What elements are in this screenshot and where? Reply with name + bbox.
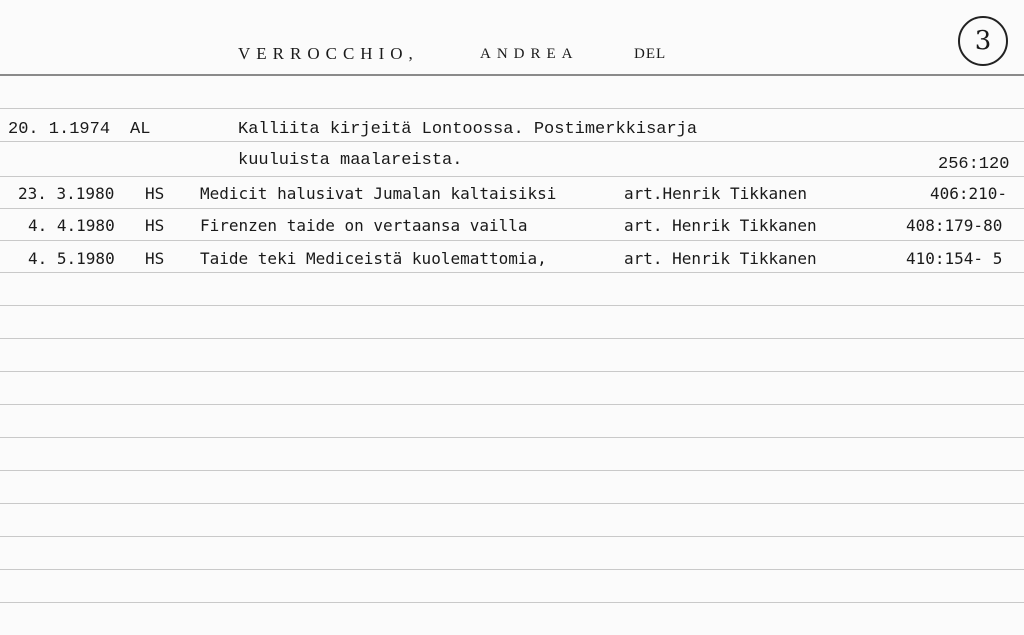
entry-source: AL	[130, 120, 151, 139]
rule-line	[0, 338, 1024, 339]
rule-line	[0, 404, 1024, 405]
rule-line	[0, 536, 1024, 537]
rule-line	[0, 240, 1024, 241]
rule-line	[0, 437, 1024, 438]
entry-title-line2: kuuluista maalareista.	[238, 151, 463, 170]
entry-source: HS	[145, 216, 165, 235]
entry-author: art. Henrik Tikkanen	[624, 216, 817, 235]
entry-title-line1: Kalliita kirjeitä Lontoossa. Postimerkkisarja	[238, 120, 698, 139]
entry-date: 4. 4.1980	[28, 216, 115, 235]
entry-author: art. Henrik Tikkanen	[624, 249, 817, 268]
entry-date: 23. 3.1980	[18, 184, 115, 203]
entry-title: Taide teki Mediceistä kuolemattomia,	[200, 249, 547, 268]
rule-line	[0, 272, 1024, 273]
rule-line	[0, 108, 1024, 109]
heading-surname: VERROCCHIO,	[238, 44, 419, 63]
heading-given-name: ANDREA	[480, 46, 579, 62]
entry-source: HS	[145, 249, 165, 268]
entry-reference: 406:210-	[930, 184, 1008, 203]
entry-source: HS	[145, 184, 165, 203]
rule-line	[0, 208, 1024, 209]
entry-reference: 410:154- 5	[906, 249, 1003, 268]
rule-line	[0, 176, 1024, 177]
entry-title: Firenzen taide on vertaansa vailla	[200, 216, 528, 235]
rule-line	[0, 371, 1024, 372]
entry-date: 4. 5.1980	[28, 249, 115, 268]
entry-date: 20. 1.1974	[8, 120, 111, 139]
rule-line	[0, 141, 1024, 142]
rule-line	[0, 569, 1024, 570]
card-number-badge: 3	[958, 16, 1008, 66]
rule-line	[0, 503, 1024, 504]
heading-particle: DEL	[634, 46, 667, 62]
rule-line	[0, 602, 1024, 603]
rule-line	[0, 470, 1024, 471]
entry-title: Medicit halusivat Jumalan kaltaisiksi	[200, 184, 557, 203]
entry-author: art.Henrik Tikkanen	[624, 184, 808, 203]
rule-line	[0, 305, 1024, 306]
header-rule	[0, 74, 1024, 76]
entry-reference: 408:179-80	[906, 216, 1003, 235]
entry-reference: 256:120	[938, 155, 1010, 174]
